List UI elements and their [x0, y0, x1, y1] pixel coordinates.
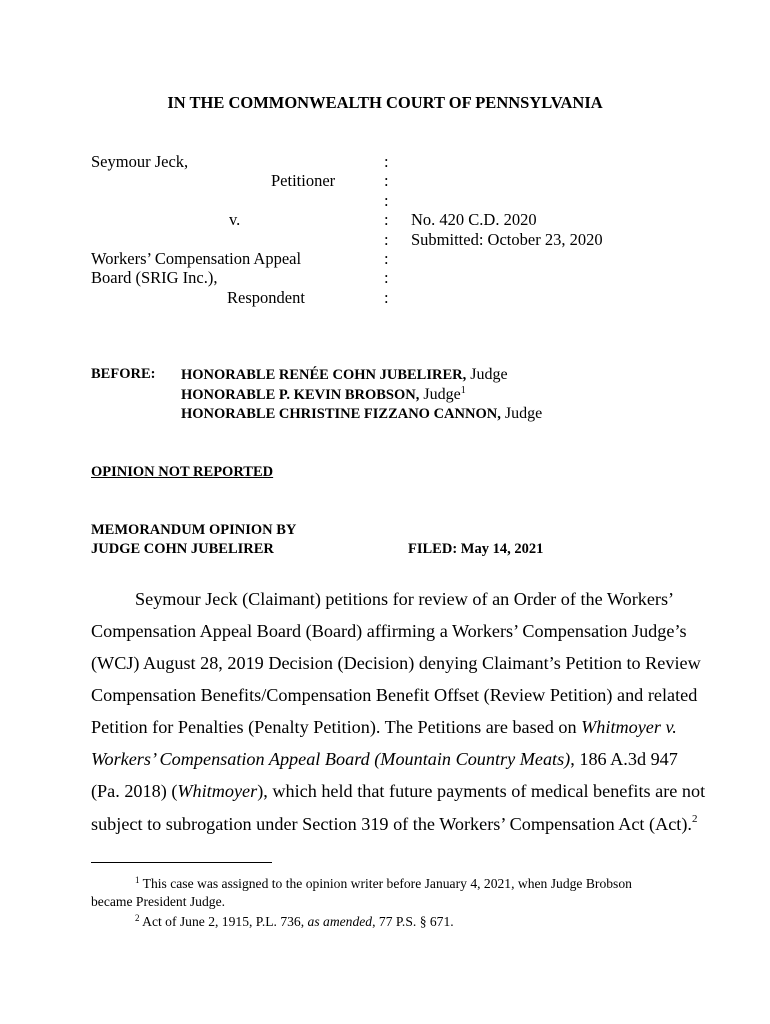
respondent-name-line1: Workers’ Compensation Appeal	[91, 249, 302, 268]
petitioner-role: Petitioner	[271, 171, 336, 190]
judge-title: Judge	[466, 366, 508, 383]
caption-colon: :	[384, 230, 389, 249]
footnote-ref: 1	[460, 385, 466, 396]
court-heading: IN THE COMMONWEALTH COURT OF PENNSYLVANIA	[167, 93, 603, 112]
body-line	[91, 749, 678, 770]
footnote-2	[135, 913, 454, 930]
footnote-1-continued: became President Judge.	[91, 894, 226, 909]
body-text: (Pa. 2018) (	[91, 781, 178, 801]
footnote-divider	[91, 862, 272, 863]
caption-colon: :	[384, 191, 389, 210]
judge-name: HONORABLE RENÉE COHN JUBELIRER,	[181, 367, 467, 383]
body-line	[91, 781, 705, 802]
judge-title: Judge	[419, 386, 461, 403]
judge-name: HONORABLE P. KEVIN BROBSON,	[181, 387, 420, 403]
footnote-italic: as amended	[307, 914, 373, 929]
case-citation: Workers’ Compensation Appeal Board (Mountain Country Meats)	[91, 749, 571, 769]
body-text: ), which held that future payments of medical benefits are not	[257, 781, 706, 801]
case-short-name: Whitmoyer	[177, 781, 258, 801]
body-text: , 186 A.3d 947	[570, 749, 678, 769]
footnote-mark: 2	[135, 913, 140, 923]
case-citation: Whitmoyer v.	[581, 717, 677, 737]
caption-colon: :	[384, 152, 389, 171]
body-line: (WCJ) August 28, 2019 Decision (Decision) denying Claimant’s Petition to Review	[91, 653, 701, 673]
caption-colon: :	[384, 268, 389, 287]
caption-colon: :	[384, 249, 389, 268]
respondent-name-line2: Board (SRIG Inc.),	[91, 268, 218, 287]
memorandum-line2: JUDGE COHN JUBELIRER	[91, 541, 274, 557]
caption-colon: :	[384, 288, 389, 307]
footnote-ref: 2	[691, 813, 698, 825]
before-label: BEFORE:	[91, 366, 156, 382]
caption-colon: :	[384, 171, 389, 190]
caption-colon: :	[384, 210, 389, 229]
footnote-mark: 1	[135, 875, 140, 885]
footnote-1	[135, 875, 632, 892]
judge-line	[181, 366, 508, 384]
footnote-text: , 77 P.S. § 671.	[372, 914, 454, 929]
judge-title: Judge	[500, 405, 543, 422]
submitted-date: Submitted: October 23, 2020	[411, 230, 603, 249]
body-line: Compensation Appeal Board (Board) affirming a Workers’ Compensation Judge’s	[91, 621, 687, 641]
body-text: Petition for Penalties (Penalty Petition). The Petitions are based on	[91, 717, 582, 737]
filed-date: FILED: May 14, 2021	[408, 541, 544, 557]
body-line	[91, 813, 697, 835]
versus: v.	[229, 210, 241, 229]
body-line: Compensation Benefits/Compensation Benefit Offset (Review Petition) and related	[91, 685, 698, 705]
body-line: Seymour Jeck (Claimant) petitions for review of an Order of the Workers’	[135, 589, 675, 609]
judge-line	[181, 385, 466, 404]
petitioner-name: Seymour Jeck,	[91, 152, 189, 171]
memorandum-line1: MEMORANDUM OPINION BY	[91, 522, 297, 538]
body-text: subject to subrogation under Section 319 of the Workers’ Compensation Act (Act).	[91, 814, 692, 834]
body-line	[91, 717, 677, 738]
respondent-role: Respondent	[227, 288, 305, 307]
footnote-text: Act of June 2, 1915, P.L. 736,	[139, 914, 308, 929]
opinion-status: OPINION NOT REPORTED	[91, 464, 274, 480]
footnote-text: This case was assigned to the opinion writer before January 4, 2021, when Judge Brobson	[139, 876, 632, 891]
judge-name: HONORABLE CHRISTINE FIZZANO CANNON,	[181, 406, 501, 422]
judge-line	[181, 405, 542, 423]
docket-number: No. 420 C.D. 2020	[411, 210, 537, 229]
